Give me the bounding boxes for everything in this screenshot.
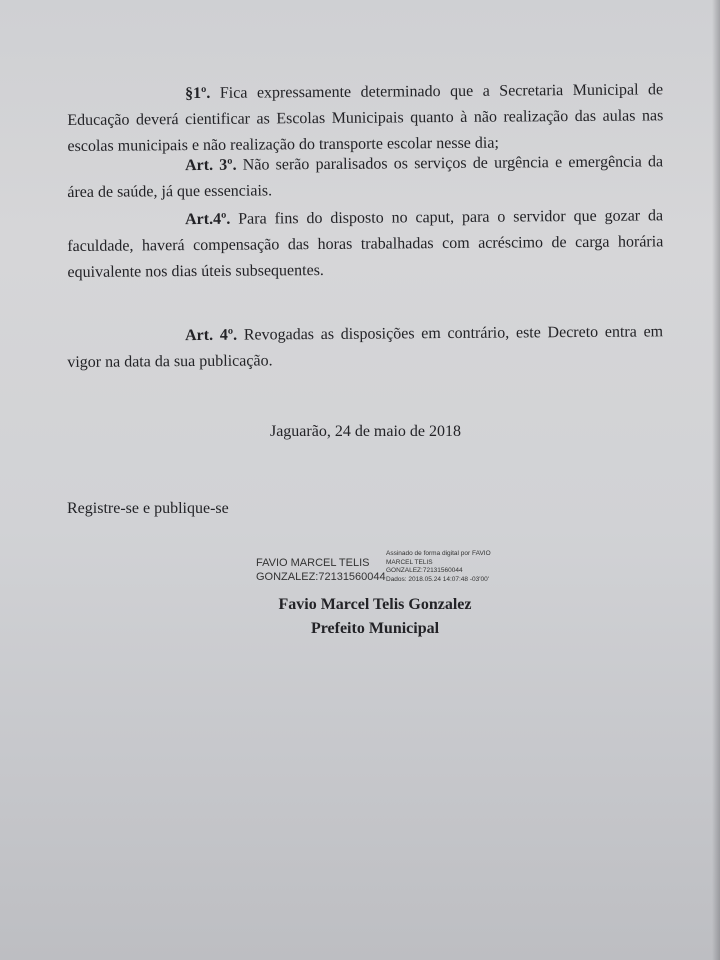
- registre-line: Registre-se e publique-se: [67, 500, 229, 517]
- paragraph-text: Fica expressamente determinado que a Secretaria Municipal de Educação deverá cientificar as Escolas Municipais quanto à não realização das aulas nas escolas municipais e não realização do transporte escolar nesse dia;: [67, 81, 664, 155]
- indent: [67, 98, 185, 99]
- signature-detail-line: Assinado de forma digital por FAVIO: [386, 550, 491, 557]
- paragraph-heading: §1º.: [185, 84, 211, 103]
- signature-detail-line: Dados: 2018.05.24 14:07:48 -03'00': [386, 575, 489, 583]
- signer-name: Favio Marcel Telis Gonzalez: [278, 596, 472, 613]
- signature-detail-line: GONZALEZ:72131560044: [386, 567, 463, 574]
- paragraph-text: Não serão paralisados os serviços de urgência e emergência da área de saúde, já que essenciais.: [67, 153, 664, 201]
- signature-detail-line: MARCEL TELIS: [386, 558, 433, 566]
- indent: [67, 170, 185, 171]
- indent: [67, 224, 185, 225]
- signature-id-line: GONZALEZ:72131560044: [256, 571, 386, 583]
- date-line: Jaguarão, 24 de maio de 2018: [269, 423, 462, 440]
- digital-signature-details: [386, 550, 491, 584]
- paragraph-text: Revogadas as disposições em contrário, este Decreto entra em vigor na data da sua publicação.: [67, 323, 664, 371]
- paragraph-2: [67, 149, 663, 206]
- paragraph-4: [67, 319, 663, 376]
- paragraph-heading: Art. 4º.: [185, 326, 238, 345]
- signer-role: Prefeito Municipal: [310, 620, 440, 637]
- paragraph-heading: Art.4º.: [185, 210, 231, 229]
- paper-edge-shadow: [712, 0, 720, 960]
- signature-name-line: FAVIO MARCEL TELIS: [256, 557, 370, 569]
- paragraph-1: [67, 77, 664, 160]
- indent: [67, 340, 185, 341]
- paragraph-3: [67, 203, 664, 286]
- digital-signature-name: [256, 556, 386, 584]
- paragraph-heading: Art. 3º.: [185, 156, 237, 175]
- paragraph-text: Para fins do disposto no caput, para o servidor que gozar da faculdade, haverá compensação das horas trabalhadas com acréscimo de carga horária equivalente nos dias úteis subsequentes.: [67, 207, 664, 281]
